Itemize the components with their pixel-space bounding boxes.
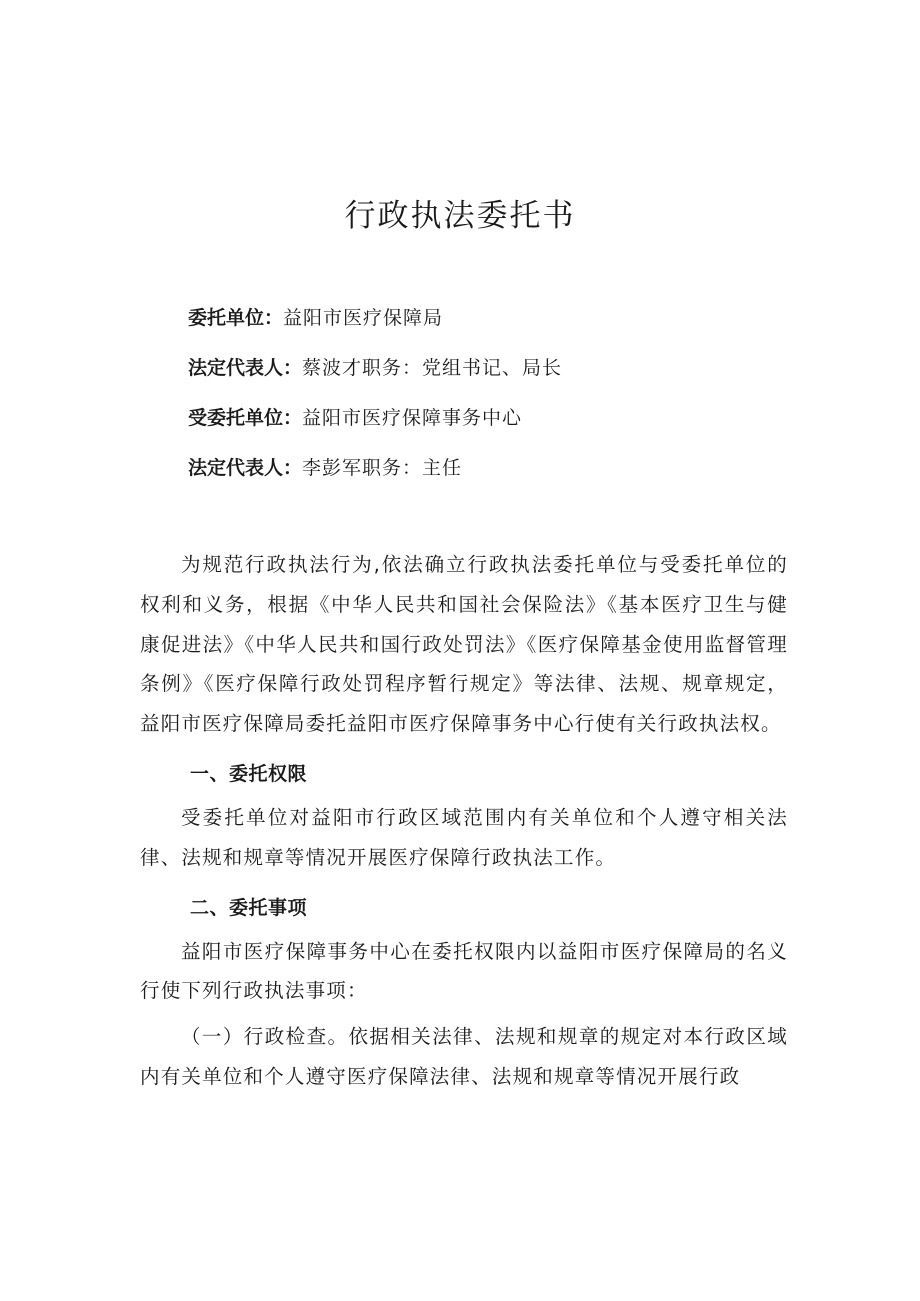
entrusting-unit-label: 委托单位： [188, 307, 284, 329]
entrusting-unit-row [188, 298, 808, 348]
entrusted-representative-row [188, 448, 808, 498]
section-heading-matters: 二、委托事项 [190, 896, 308, 919]
entrusting-unit-value: 益阳市医疗保障局 [283, 307, 444, 329]
entrusting-representative-value: 蔡波才职务：党组书记、局长 [302, 357, 563, 379]
entrusted-unit-value: 益阳市医疗保障事务中心 [302, 407, 523, 429]
entrusted-unit-label: 受委托单位： [188, 407, 303, 429]
entrusting-representative-label: 法定代表人： [188, 357, 303, 379]
section-matters-text: 益阳市医疗保障事务中心在委托权限内以益阳市医疗保障局的名义行使下列行政执法事项： [140, 939, 788, 1003]
entrusted-representative-label: 法定代表人： [188, 457, 303, 479]
section-heading-authority: 一、委托权限 [190, 762, 308, 785]
entrusting-representative-row [188, 348, 808, 398]
document-body [140, 545, 788, 1097]
entrusted-representative-value: 李彭军职务：主任 [302, 457, 463, 479]
section-authority-text: 受委托单位对益阳市行政区域范围内有关单位和个人遵守相关法律、法规和规章等情况开展医疗保障行政执法工作。 [140, 805, 788, 869]
intro-paragraph: 为规范行政执法行为,依法确立行政执法委托单位与受委托单位的权利和义务，根据《中华人民共和国社会保险法》《基本医疗卫生与健康促进法》《中华人民共和国行政处罚法》《医疗保障基金使用监督管理条例》《医疗保障行政处罚程序暂行规定》等法律、法规、规章规定，益阳市医疗保障局委托益阳市医疗保障事务中心行使有关行政执法权。 [140, 553, 788, 736]
party-info-list [188, 298, 808, 498]
document-title: 行政执法委托书 [344, 198, 576, 234]
entrusted-unit-row [188, 398, 808, 448]
matter-item-inspection: （一）行政检查。依据相关法律、法规和规章的规定对本行政区域内有关单位和个人遵守医疗保障法律、法规和规章等情况开展行政 [140, 1025, 788, 1088]
